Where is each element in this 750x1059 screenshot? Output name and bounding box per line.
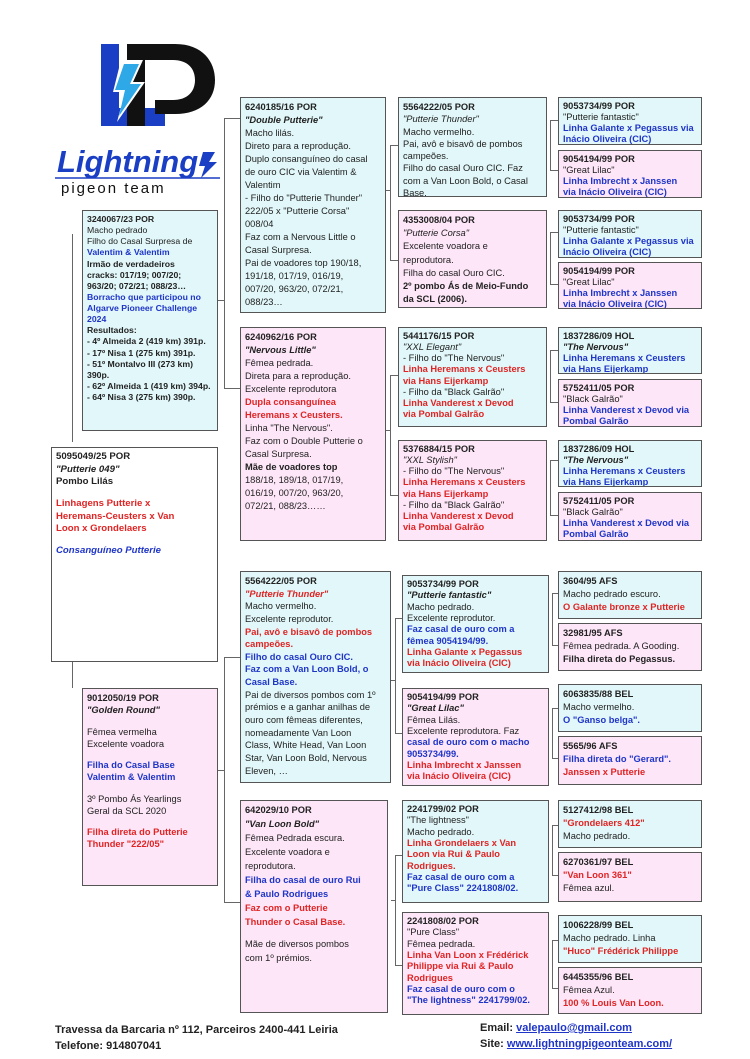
pedigree-line: Linha Imbrecht x Janssen [407, 759, 522, 770]
pedigree-line: 390p. [87, 369, 110, 380]
pedigree-line: 100 % Louis Van Loon. [563, 998, 664, 1009]
pedigree-line: "Putterie fantastic" [407, 590, 492, 601]
pedigree-line: Mãe de voadores top [245, 462, 338, 473]
footer-links [480, 1021, 672, 1053]
pedigree-line: - 62º Almeida 1 (419 km) 394p. [87, 380, 211, 391]
pedigree-line: "Pure Class" 2241808/02. [407, 883, 519, 894]
pedigree-line: 016/19, 007/20, 963/20, [245, 488, 344, 499]
pedigree-line: Linha Vanderest x Devod via [563, 517, 690, 528]
pedigree-line: - Filho da "Black Galrão" [403, 499, 505, 510]
pedigree-line: Macho pedrado. [563, 831, 631, 842]
pedigree-line: O Galante bronze x Putterie [563, 602, 685, 613]
pedigree-line: "Golden Round" [87, 705, 160, 716]
pedigree-line: 6270361/97 BEL [563, 857, 634, 867]
pedigree-gggp-3 [558, 210, 702, 258]
pedigree-line: nomeadamente Van Loon [245, 727, 352, 738]
pedigree-line: "Putterie Thunder" [403, 114, 479, 125]
pedigree-line: Fêmea Azul. [563, 985, 615, 996]
pedigree-line: 9012050/19 POR [87, 693, 159, 703]
pedigree-line: Rodrigues [407, 972, 453, 983]
pedigree-line: via Inácio Oliveira (CIC) [563, 186, 667, 197]
pedigree-line: Excelente voadora [87, 738, 165, 749]
pedigree-line: Valentim & Valentim [87, 247, 170, 258]
pedigree-line: Thunder o Casal Base. [245, 916, 346, 927]
pedigree-line: Linha Grondelaers x Van [407, 837, 517, 848]
pedigree-line: via Hans Eijerkamp [563, 363, 649, 374]
pedigree-line [56, 489, 213, 498]
pedigree-line: Excelente voadora e [245, 846, 330, 857]
pedigree-line: Filho do casal Ouro CIC. [245, 651, 353, 662]
pedigree-ggp-7 [402, 800, 549, 903]
pedigree-main-pigeon [51, 447, 218, 662]
pedigree-ggp-1 [398, 97, 547, 197]
pedigree-line: via Inácio Oliveira (CIC) [407, 658, 511, 669]
pedigree-line: Fêmea pedrada. A Gooding. [563, 641, 680, 652]
pedigree-line: Filha direta do "Gerard". [563, 754, 672, 765]
pedigree-line: Faz casal de ouro com a [407, 624, 515, 635]
pedigree-line: ouro com fêmeas diferentes, [245, 715, 363, 726]
pedigree-granddam-maternal [240, 800, 388, 1013]
pedigree-line: via Hans Eijerkamp [403, 488, 489, 499]
pedigree-grandsire-paternal [240, 97, 386, 313]
pedigree-gggp-6 [558, 379, 702, 427]
pedigree-line: 9054194/99 POR [563, 154, 635, 164]
pedigree-line: "Van Loon Bold" [245, 818, 320, 829]
pedigree-mother [82, 688, 218, 886]
pedigree-line: Fêmea pedrada. [245, 358, 314, 369]
pedigree-line: - 51º Montalvo III (273 km) [87, 358, 194, 369]
pedigree-line: 2241799/02 POR [407, 804, 479, 814]
pedigree-line: - Filho do "The Nervous" [403, 466, 505, 477]
pedigree-line: via Pombal Galrão [403, 409, 485, 420]
pedigree-line: "Grondelaers 412" [563, 818, 645, 829]
pedigree-ggp-4 [398, 440, 547, 541]
pedigree-gggp-9 [558, 571, 702, 619]
pedigree-line: 32981/95 AFS [563, 628, 623, 638]
pedigree-gggp-11 [558, 684, 702, 732]
pedigree-line: "Great Lilac" [407, 703, 464, 714]
pedigree-ggp-2 [398, 210, 547, 308]
pedigree-line: Macho vermelho. [245, 601, 317, 612]
pedigree-line: 5095049/25 POR [56, 451, 131, 462]
pedigree-line: Fêmea vermelha [87, 726, 157, 737]
pedigree-line: Fêmea Pedrada escura. [245, 832, 345, 843]
pedigree-line: de ouro CIC via Valentim & [245, 167, 357, 178]
pedigree-line: Macho vermelho. [403, 126, 475, 137]
pedigree-line: Mãe de diversos pombos [245, 939, 349, 950]
pedigree-line: Macho pedrado [87, 225, 148, 236]
pedigree-gggp-10 [558, 623, 702, 671]
pedigree-gggp-8 [558, 492, 702, 541]
pedigree-line [87, 784, 213, 793]
pedigree-line: Linha Imbrecht x Janssen [563, 287, 678, 298]
pedigree-line: - Filho do "The Nervous" [403, 353, 505, 364]
pedigree-line: "Black Galrão" [563, 393, 623, 404]
pedigree-line: Philippe via Rui & Paulo [407, 961, 514, 972]
pedigree-gggp-16 [558, 967, 702, 1014]
pedigree-line: "Putterie Corsa" [403, 228, 470, 239]
email-link[interactable]: valepaulo@gmail.com [516, 1022, 632, 1034]
pedigree-gggp-13 [558, 800, 702, 848]
logo-title: Lightning [57, 144, 199, 179]
pedigree-line: 3240067/23 POR [87, 214, 155, 224]
pedigree-line: Star, Van Loon Bold, Nervous [245, 752, 367, 763]
pedigree-line: Pai, avô e bisavô de pombos [245, 626, 373, 637]
pedigree-line: via Hans Eijerkamp [563, 476, 649, 487]
pedigree-line: 6063835/88 BEL [563, 689, 634, 699]
pedigree-line: 5564222/05 POR [245, 576, 317, 586]
pedigree-line: "Putterie Thunder" [245, 588, 329, 599]
pedigree-line: - Filho da "Black Galrão" [403, 386, 505, 397]
pedigree-line: 5564222/05 POR [403, 102, 475, 112]
pedigree-line: 3º Pombo Ás Yearlings [87, 793, 182, 804]
pedigree-line: Linha Imbrecht x Janssen [563, 175, 678, 186]
pedigree-granddam-paternal [240, 327, 386, 541]
pedigree-line: "Van Loon 361" [563, 870, 632, 881]
pedigree-line: Thunder "222/05" [87, 839, 165, 850]
pedigree-line: Filha direta do Putterie [87, 827, 188, 838]
pedigree-line: Pai de diversos pombos com 1º [245, 689, 376, 700]
pedigree-grandsire-maternal [240, 571, 391, 783]
pedigree-line: Macho pedrado. [407, 826, 475, 837]
pedigree-line: Inácio Oliveira (CIC) [563, 246, 652, 257]
pedigree-line: "Putterie fantastic" [563, 224, 639, 235]
pedigree-line: Rodrigues. [407, 860, 456, 871]
pedigree-line: Janssen x Putterie [563, 767, 646, 778]
pedigree-line: Filha do casal de ouro Rui [245, 874, 361, 885]
pedigree-line [87, 717, 213, 726]
pedigree-line: 222/05 x "Putterie Corsa" [245, 206, 350, 217]
pedigree-line: Excelente reprodutora [245, 384, 337, 395]
pedigree-line: "The lightness" [407, 815, 469, 826]
pedigree-line: Fêmea Lilás. [407, 714, 461, 725]
pedigree-line: "Double Putterie" [245, 115, 323, 126]
pedigree-line: 9053734/99 POR [407, 579, 479, 589]
pedigree-line: Pombal Galrão [563, 415, 629, 426]
pedigree-line: Faz com o Double Putterie o [245, 436, 363, 447]
pedigree-line: Casal Base. [245, 677, 298, 688]
pedigree-line: Resultados: [87, 325, 137, 336]
pedigree-line: Linha Galante x Pegassus via [563, 122, 694, 133]
pedigree-line: Filho do Casal Surpresa de [87, 236, 193, 247]
pedigree-line: "Huco" Frédérick Philippe [563, 946, 679, 957]
pedigree-line: Excelente reprodutora. Faz [407, 725, 520, 736]
pedigree-line: 5752411/05 POR [563, 496, 635, 506]
pedigree-line: via Hans Eijerkamp [403, 375, 489, 386]
pedigree-line: "XXL Stylish" [403, 455, 457, 466]
pedigree-gggp-2 [558, 150, 702, 198]
pedigree-line: - Filho do "Putterie Thunder" [245, 193, 363, 204]
pedigree-gggp-1 [558, 97, 702, 145]
pedigree-line: Algarve Pioneer Challenge [87, 303, 198, 313]
pedigree-line: Linha "The Nervous". [245, 423, 333, 434]
pedigree-line: Irmão de verdadeiros [87, 258, 175, 269]
site-link[interactable]: www.lightningpigeonteam.com/ [506, 1037, 673, 1050]
pedigree-line: 9054194/99 POR [407, 692, 479, 702]
pedigree-line: Excelente voadora e [403, 241, 488, 252]
pedigree-line: 9054194/99 POR [563, 266, 635, 276]
pedigree-line: campeões. [403, 151, 449, 162]
pedigree-line: Filha direta do Pegassus. [563, 654, 676, 665]
pedigree-gggp-7 [558, 440, 702, 487]
pedigree-line: Loon via Rui & Paulo [407, 849, 500, 860]
pedigree-line: Linha Heremans x Ceusters [563, 465, 686, 476]
pedigree-line: Faz com a Van Loon Bold, o [245, 664, 369, 675]
pedigree-line: - 64º Nisa 3 (275 km) 390p. [87, 392, 196, 402]
pedigree-line: "Putterie fantastic" [563, 111, 639, 122]
pedigree-line: 6240185/16 POR [245, 102, 317, 112]
pedigree-gggp-5 [558, 327, 702, 374]
pedigree-line: via Pombal Galrão [403, 522, 485, 533]
pedigree-ggp-3 [398, 327, 547, 427]
pedigree-line: Fêmea azul. [563, 883, 615, 894]
pedigree-line: Linha Vanderest x Devod via [563, 404, 690, 415]
pedigree-line: reprodutora. [245, 860, 296, 871]
logo-subtitle: pigeon team [61, 180, 166, 197]
pedigree-line: Faz com o Putterie [245, 902, 328, 913]
pedigree-line [87, 817, 213, 826]
pedigree-line: Fêmea pedrada. [407, 938, 476, 949]
pedigree-line: 188/18, 189/18, 017/19, [245, 475, 344, 486]
pedigree-line: com a Van Loon Bold, o Casal [403, 175, 528, 186]
pedigree-line: da SCL (2006). [403, 294, 467, 305]
lightning-logo [55, 44, 225, 206]
pedigree-line: "The lightness" 2241799/02. [407, 995, 531, 1006]
pedigree-line [56, 536, 213, 545]
pedigree-line: 6445355/96 BEL [563, 972, 634, 982]
pedigree-line: 1006228/99 BEL [563, 920, 634, 930]
pedigree-line: "XXL Elegant" [403, 342, 462, 353]
pedigree-line: via Inácio Oliveira (CIC) [407, 771, 511, 782]
pedigree-line: Linha Galante x Pegassus via [563, 235, 694, 246]
pedigree-ggp-8 [402, 912, 549, 1015]
pedigree-line: Pombo Lilás [56, 476, 114, 488]
footer-contact [55, 1023, 338, 1055]
pedigree-line: 9053734/99. [407, 748, 459, 759]
pedigree-gggp-14 [558, 852, 702, 902]
pedigree-line: Filha do Casal Base [87, 760, 175, 771]
pedigree-ggp-5 [402, 575, 549, 673]
pedigree-line: 008/04 [245, 219, 274, 230]
footer-phone: Telefone: 914807041 [55, 1039, 162, 1052]
pedigree-line: 3604/95 AFS [563, 576, 618, 586]
pedigree-line [245, 929, 383, 938]
pedigree-line: Valentim [245, 180, 281, 191]
pedigree-line: Linha Heremans x Ceusters [403, 364, 526, 375]
pedigree-gggp-12 [558, 736, 702, 785]
pedigree-line: Heremans x Ceusters. [245, 410, 343, 421]
pedigree-line: Linha Vanderest x Devod [403, 397, 514, 408]
pedigree-line: & Paulo Rodrigues [245, 888, 329, 899]
pedigree-line: 5376884/15 POR [403, 444, 475, 454]
pedigree-line: Linhagens Putterie x [56, 497, 151, 509]
pedigree-line: "Nervous Little" [245, 345, 316, 356]
pedigree-line: Direto para a reprodução. [245, 141, 351, 152]
pedigree-line: Casal Surpresa. [245, 245, 312, 256]
email-label: Email: [480, 1022, 517, 1034]
pedigree-line: com 1º prémios. [245, 953, 312, 964]
pedigree-line: 072/21, 088/23…… [245, 501, 326, 512]
pedigree-line: "Pure Class" [407, 927, 460, 938]
pedigree-line: 5565/96 AFS [563, 741, 618, 751]
pedigree-line: Faz com a Nervous Little o [245, 232, 356, 243]
pedigree-line: Macho pedrado. Linha [563, 933, 656, 944]
pedigree-line: campeões. [245, 639, 294, 650]
pedigree-line: 1837286/09 HOL [563, 331, 635, 341]
pedigree-gggp-4 [558, 262, 702, 309]
pedigree-line: 2024 [87, 314, 107, 325]
pedigree-line: Macho pedrado. [407, 601, 475, 612]
pedigree-line: Pai de voadores top 190/18, [245, 258, 362, 269]
pedigree-line: - 4º Almeida 2 (419 km) 391p. [87, 336, 206, 347]
pedigree-line: 5441176/15 POR [403, 331, 475, 341]
pedigree-line: Duplo consanguíneo do casal [245, 154, 368, 165]
pedigree-line: "Putterie 049" [56, 463, 120, 475]
pedigree-line: - 17º Nisa 1 (275 km) 391p. [87, 347, 196, 358]
pedigree-line: 5127412/98 BEL [563, 805, 634, 815]
pedigree-line: 007/20, 963/20, 072/21, [245, 284, 344, 295]
pedigree-line: "Black Galrão" [563, 506, 623, 517]
pedigree-gggp-15 [558, 915, 702, 963]
pedigree-line: O "Ganso belga". [563, 715, 641, 726]
pedigree-line: reprodutora. [403, 254, 454, 265]
pedigree-line: casal de ouro com o macho [407, 737, 530, 748]
pedigree-line: cracks: 017/19; 007/20; [87, 269, 182, 280]
pedigree-line: Macho vermelho. [563, 702, 635, 713]
pedigree-line: Loon x Grondelaers [56, 523, 147, 535]
pedigree-line: 088/23… [245, 297, 283, 308]
pedigree-line: 191/18, 017/19, 016/19, [245, 271, 344, 282]
pedigree-line: Linha Galante x Pegassus [407, 646, 523, 657]
pedigree-line: prémios e a ganhar anilhas de [245, 702, 371, 713]
pedigree-line: 6240962/16 POR [245, 332, 317, 342]
pedigree-line: 5752411/05 POR [563, 383, 635, 393]
pedigree-line: Eleven, … [245, 765, 288, 776]
pedigree-line: "Great Lilac" [563, 164, 615, 175]
pedigree-line: Consanguíneo Putterie [56, 544, 162, 556]
pedigree-line: Pai, avô e bisavô de pombos [403, 138, 523, 149]
pedigree-line: fêmea 9054194/99. [407, 635, 489, 646]
pedigree-ggp-6 [402, 688, 549, 786]
pedigree-line: 1837286/09 HOL [563, 444, 635, 454]
site-label: Site: [480, 1037, 507, 1050]
pedigree-line: Valentim & Valentim [87, 772, 176, 783]
pedigree-line: Faz casal de ouro com a [407, 871, 515, 882]
pedigree-line: 9053734/99 POR [563, 214, 635, 224]
pedigree-line: Direta para a reprodução. [245, 371, 351, 382]
pedigree-line: Geral da SCL 2020 [87, 805, 167, 816]
footer-address: Travessa da Barcaria nº 112, Parceiros 2400-441 Leiria [55, 1024, 338, 1036]
pedigree-line: "The Nervous" [563, 454, 629, 465]
pedigree-line: Borracho que participou no [87, 291, 201, 302]
pedigree-line: Excelente reprodutor. [407, 612, 496, 623]
pedigree-line: Pombal Galrão [563, 528, 629, 539]
pedigree-line: Base. [403, 187, 427, 197]
pedigree-line: 4353008/04 POR [403, 215, 475, 225]
pedigree-line: Filha do casal Ouro CIC. [403, 267, 505, 278]
pedigree-line: Dupla consanguínea [245, 397, 336, 408]
pedigree-line: 2241808/02 POR [407, 916, 479, 926]
pedigree-line: 642029/10 POR [245, 805, 312, 815]
pedigree-line: 9053734/99 POR [563, 101, 635, 111]
pedigree-line: 963/20; 072/21; 088/23… [87, 280, 187, 291]
pedigree-line: Linha Van Loon x Frédérick [407, 949, 529, 960]
pedigree-line: Faz casal de ouro com o [407, 983, 515, 994]
pedigree-line: Filho do casal Ouro CIC. Faz [403, 163, 523, 174]
pedigree-line: Excelente reprodutor. [245, 613, 334, 624]
pedigree-line: Linha Vanderest x Devod [403, 510, 514, 521]
pedigree-line: Casal Surpresa. [245, 449, 312, 460]
pedigree-line: Linha Heremans x Ceusters [403, 477, 526, 488]
pedigree-line [87, 750, 213, 759]
pedigree-father [82, 210, 218, 431]
pedigree-line: Heremans-Ceusters x Van [56, 510, 175, 522]
pedigree-line: via Inácio Oliveira (CIC) [563, 298, 667, 309]
pedigree-line: Macho pedrado escuro. [563, 589, 661, 600]
pedigree-line: Inácio Oliveira (CIC) [563, 133, 652, 144]
pedigree-line: "Great Lilac" [563, 276, 615, 287]
pedigree-line: Class, White Head, Van Loon [245, 740, 367, 751]
pedigree-line: Macho lilás. [245, 128, 295, 139]
pedigree-line: Linha Heremans x Ceusters [563, 352, 686, 363]
pedigree-line: 2º pombo Ás de Meio-Fundo [403, 280, 529, 291]
pedigree-line: "The Nervous" [563, 341, 629, 352]
